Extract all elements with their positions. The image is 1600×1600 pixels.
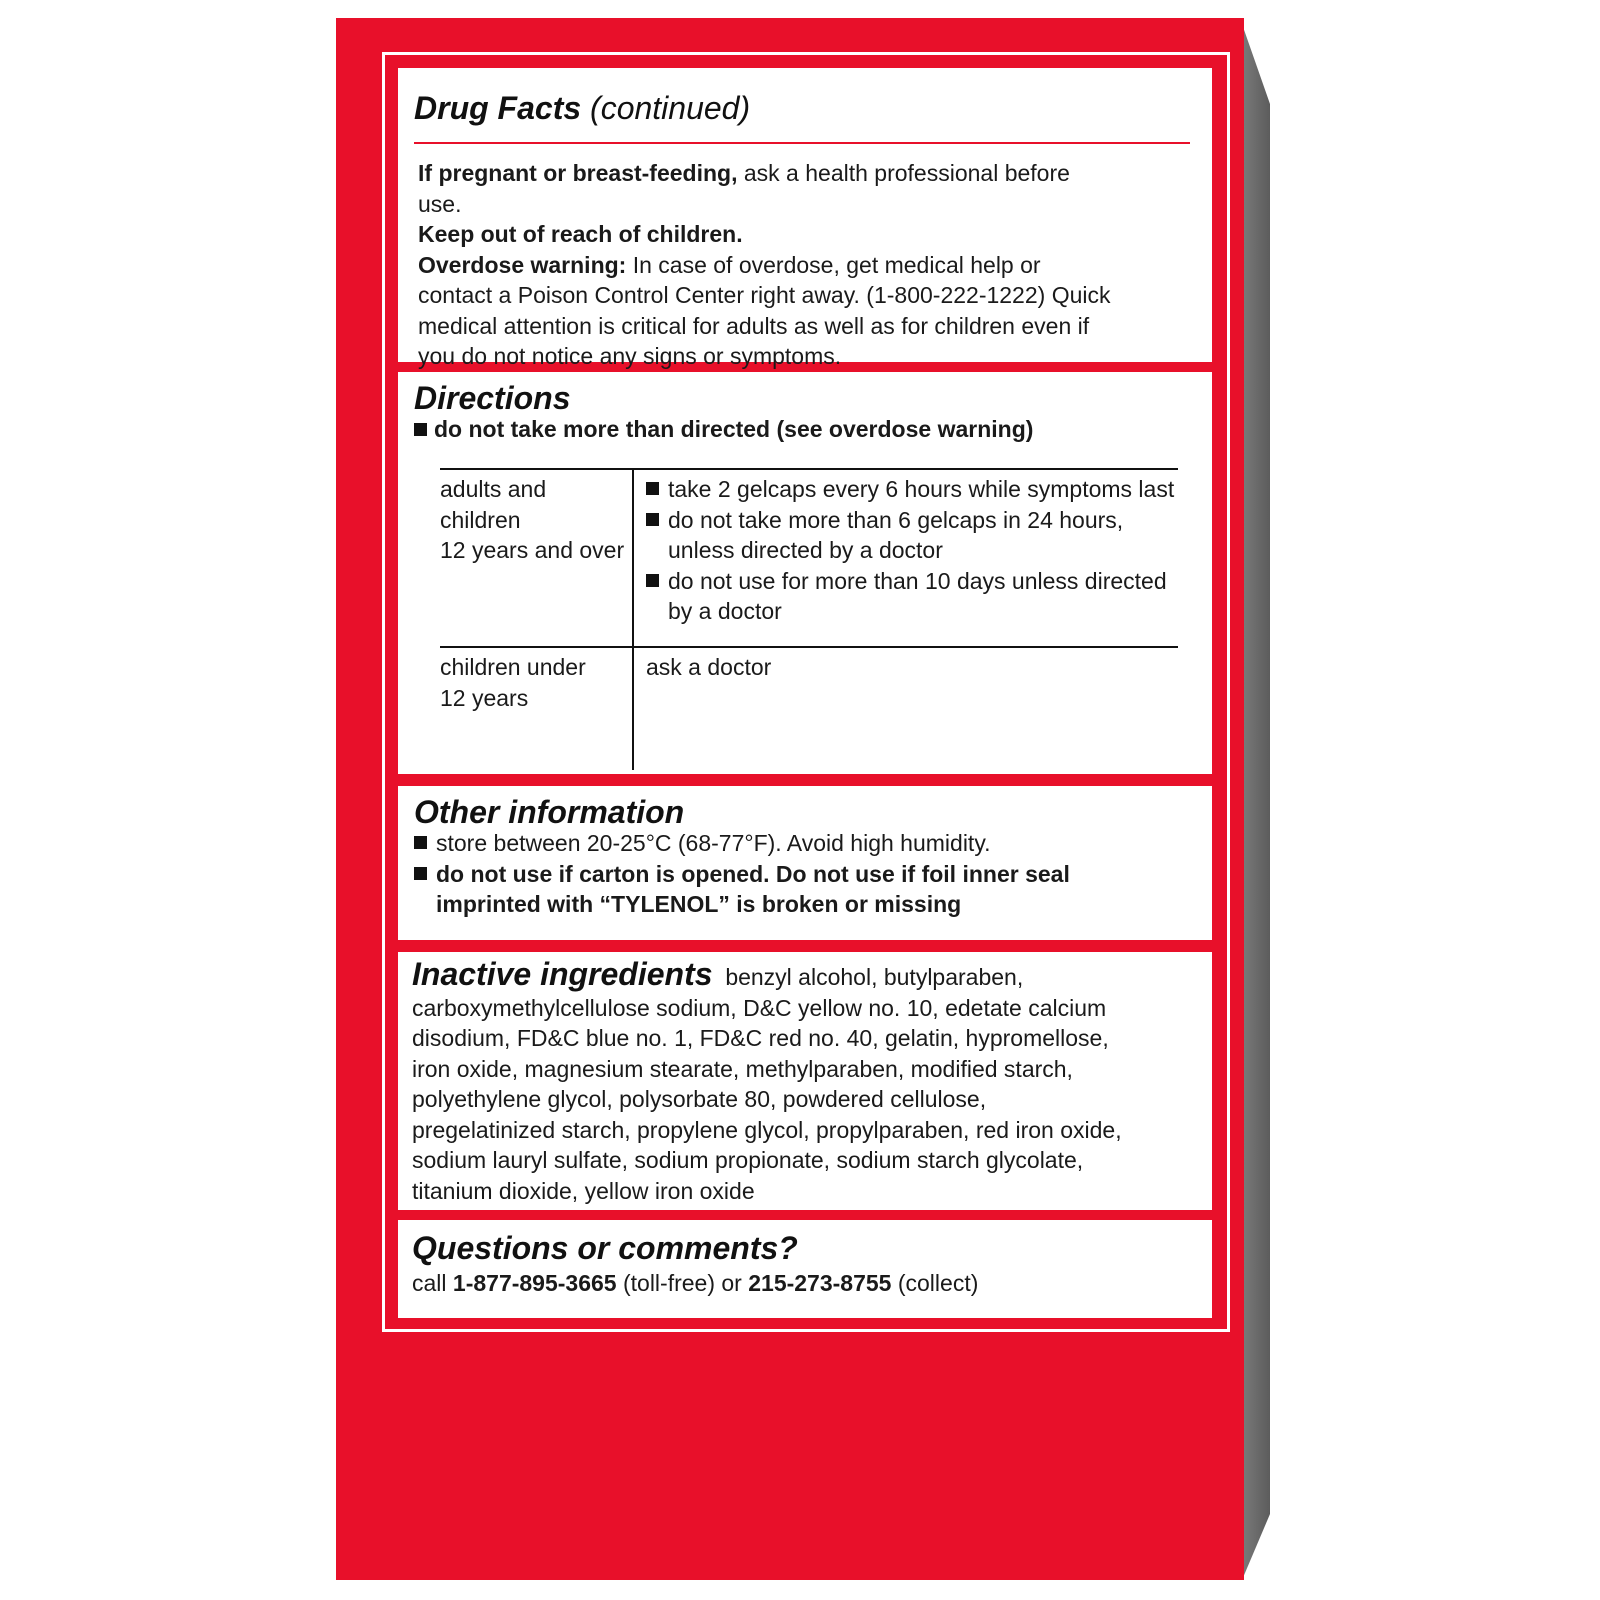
- drug-facts-continued: (continued): [590, 90, 751, 126]
- inactive-ingredients-text: benzyl alcohol, butylparaben, carboxymethylcellulose sodium, D&C yellow no. 10, edetate calcium disodium, FD&C blue no. 1, FD&C red no. 40, gelatin, hypromellose, iron oxide, magnesium stearate, methylparaben, modified starch, polyethylene glycol, polysorbate 80, powdered cellulose, pregelatinized starch, propylene glycol, propylparaben, red iron oxide, sodium lauryl sulfate, sodium propionate, sodium starch glycolate, titanium dioxide, yellow iron oxide: [412, 964, 1122, 1204]
- bullet-square-icon: [646, 482, 659, 495]
- other-information-panel: [398, 786, 1212, 940]
- dosage-item: [646, 474, 1186, 505]
- storage-item-text: store between 20-25°C (68-77°F). Avoid high humidity.: [436, 830, 991, 856]
- table-row-divider: [440, 646, 1178, 648]
- bullet-square-icon: [414, 867, 427, 880]
- title-divider: [414, 142, 1190, 144]
- bullet-square-icon: [646, 513, 659, 526]
- keep-out-warning: Keep out of reach of children.: [418, 221, 743, 247]
- toll-free-phone: 1-877-895-3665: [452, 1270, 617, 1296]
- pregnant-warning: [418, 158, 1118, 219]
- inactive-ingredients-title: Inactive ingredients: [412, 956, 713, 992]
- other-information-list: [414, 828, 1094, 920]
- questions-title: Questions or comments?: [412, 1230, 798, 1266]
- drug-facts-title-text: Drug Facts: [414, 90, 582, 126]
- seal-item-text: do not use if carton is opened. Do not use if foil inner seal imprinted with “TYLENOL” is broken or missing: [436, 860, 1070, 917]
- pregnant-label: If pregnant or breast-feeding,: [418, 160, 738, 186]
- dosage-item-text: do not use for more than 10 days unless directed by a doctor: [668, 567, 1167, 624]
- dosage-group-adults-line1: adults and children: [440, 476, 547, 533]
- dosage-item-text: do not take more than 6 gelcaps in 24 hours, unless directed by a doctor: [668, 506, 1124, 563]
- directions-warning: [414, 414, 1174, 445]
- bullet-square-icon: [414, 423, 427, 436]
- dosage-group-children-line2: 12 years: [440, 684, 529, 711]
- carton-side-panel: [1242, 24, 1270, 1580]
- seal-item: [414, 859, 1094, 920]
- overdose-label: Overdose warning:: [418, 251, 627, 278]
- pregnant-text: ask a health professional before use.: [418, 160, 1070, 217]
- overdose-warning: [418, 250, 1118, 372]
- overdose-text: In case of overdose, get medical help or contact a Poison Control Center right away. (1-800-222-1222) Quick medical attention is critical for adults as well as for children even if you do not notice any signs or symptoms.: [418, 251, 1111, 369]
- dosage-item-text: take 2 gelcaps every 6 hours while symptoms last: [668, 476, 1175, 502]
- dosage-group-children-line1: children under: [440, 654, 586, 680]
- directions-panel: [398, 372, 1212, 774]
- dosage-group-adults-line2: 12 years and over: [440, 537, 625, 563]
- table-column-divider: [632, 468, 634, 770]
- directions-title: Directions: [414, 380, 571, 416]
- questions-panel: [398, 1220, 1212, 1318]
- bullet-square-icon: [414, 836, 427, 849]
- collect-phone: 215-273-8755: [748, 1270, 892, 1296]
- inactive-ingredients-block: [412, 956, 1132, 1206]
- warnings-block: [418, 158, 1118, 372]
- dosage-instructions-children: ask a doctor: [646, 654, 772, 680]
- toll-free-text: (toll-free) or: [622, 1270, 742, 1296]
- directions-warning-text: do not take more than directed (see overdose warning): [434, 416, 1034, 442]
- call-text: call: [412, 1270, 447, 1296]
- dosage-group-adults: [440, 474, 626, 566]
- contact-line: [412, 1268, 978, 1299]
- table-top-rule: [440, 468, 1178, 470]
- dosage-instructions-adults: [646, 474, 1186, 627]
- drug-facts-title: [414, 90, 750, 126]
- collect-text: (collect): [897, 1270, 979, 1296]
- inactive-ingredients-panel: [398, 952, 1212, 1210]
- dosage-item: [646, 505, 1186, 566]
- dosage-group-children: [440, 652, 626, 713]
- dosage-item: [646, 566, 1186, 627]
- bullet-square-icon: [646, 574, 659, 587]
- storage-item: [414, 828, 1094, 859]
- other-information-title: Other information: [414, 794, 685, 830]
- drug-facts-panel: [398, 68, 1212, 369]
